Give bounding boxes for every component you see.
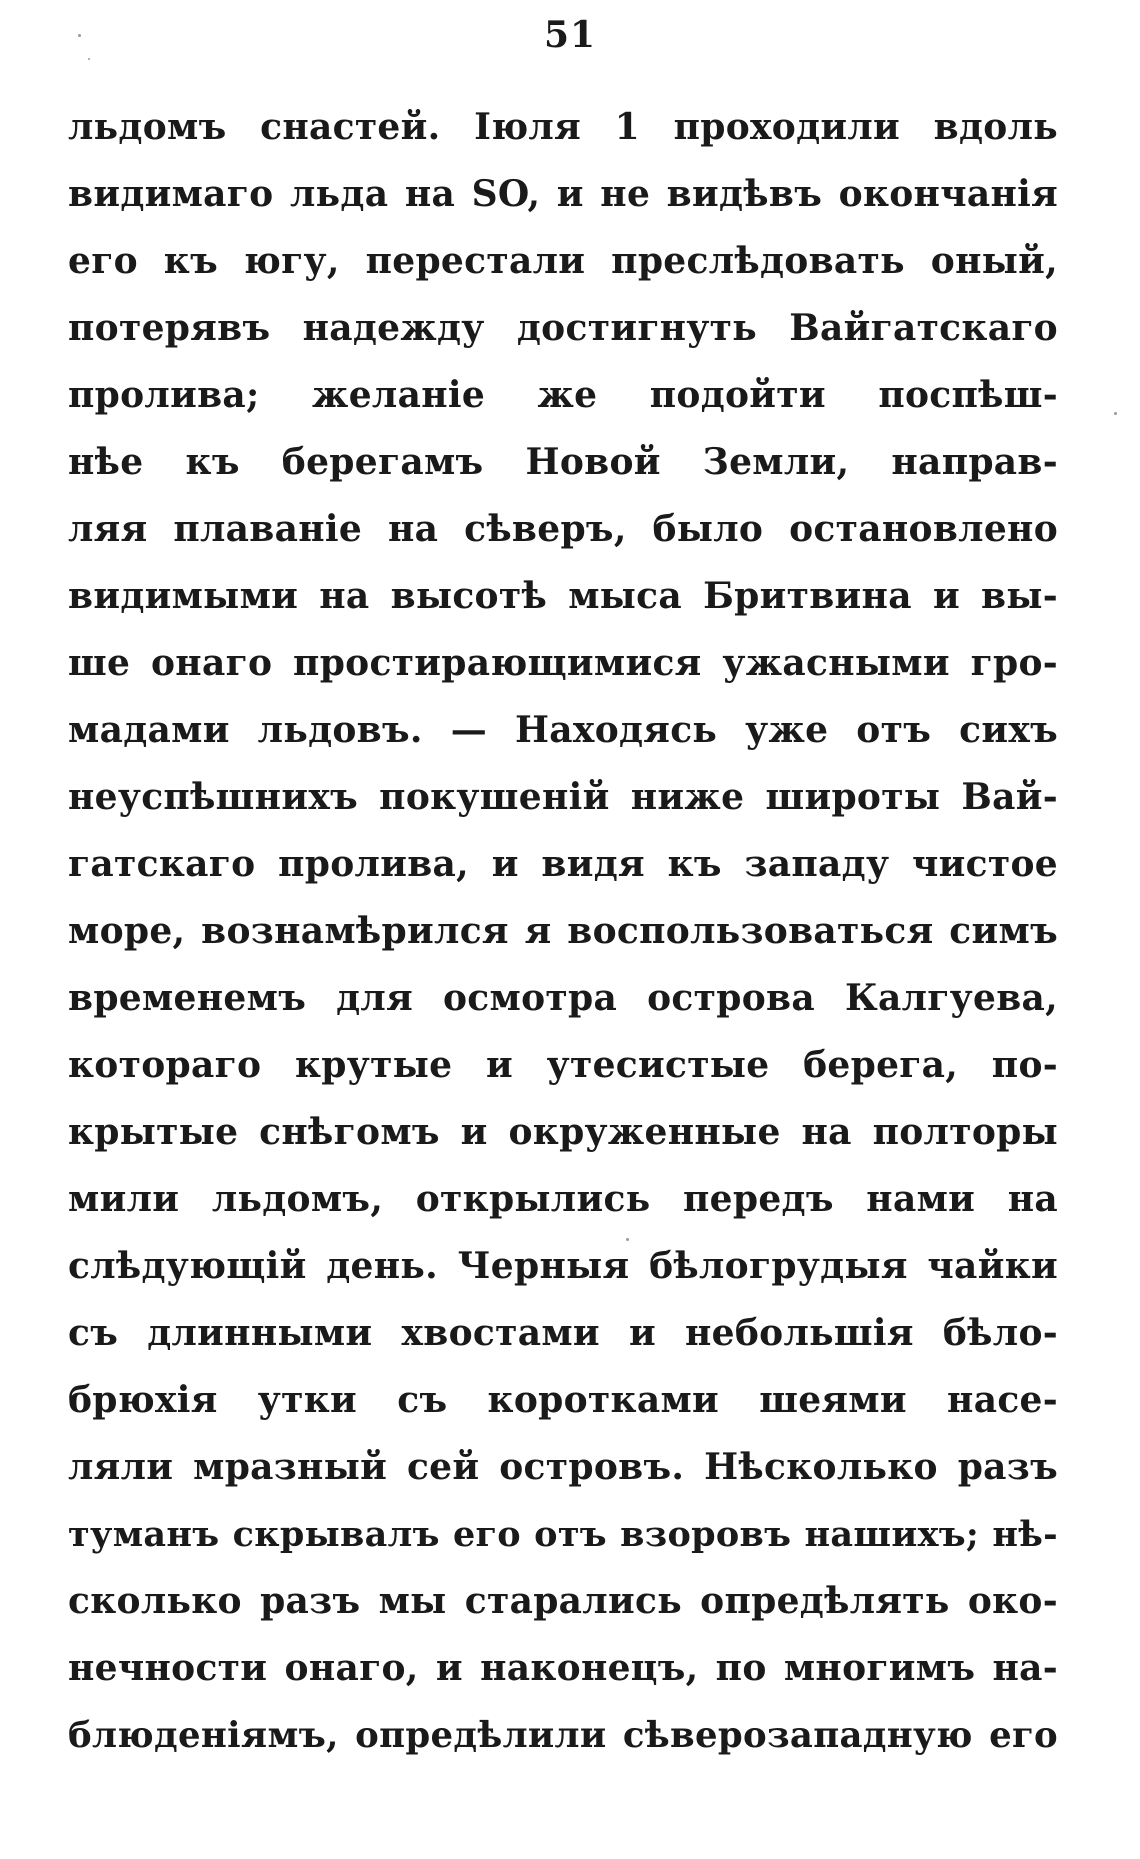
text-line: котораго крутые и утесистые берега, по- bbox=[68, 1044, 1058, 1086]
text-line: неуспѣшнихъ покушеній ниже широты Вай- bbox=[68, 776, 1058, 818]
page-number: 51 bbox=[543, 14, 597, 56]
text-line: гатскаго пролива, и видя къ западу чистое bbox=[68, 843, 1058, 885]
text-line: видимыми на высотѣ мыса Бритвина и вы- bbox=[68, 575, 1058, 617]
text-line: сколько разъ мы старались опредѣлять око- bbox=[68, 1580, 1058, 1622]
text-line: нѣе къ берегамъ Новой Земли, направ- bbox=[68, 441, 1058, 483]
scan-speck bbox=[88, 58, 90, 60]
text-line: нечности онаго, и наконецъ, по многимъ на- bbox=[68, 1647, 1058, 1689]
text-line: мили льдомъ, открылись передъ нами на bbox=[68, 1178, 1058, 1220]
text-line: мадами льдовъ. — Находясь уже отъ сихъ bbox=[68, 709, 1058, 751]
text-line: ляли мразный сей островъ. Нѣсколько разъ bbox=[68, 1446, 1058, 1488]
text-line: его къ югу, перестали преслѣдовать оный, bbox=[68, 240, 1058, 282]
text-line: блюденіямъ, опредѣлили сѣверозападную его bbox=[68, 1715, 1058, 1756]
text-line: брюхія утки съ коротками шеями насе- bbox=[68, 1379, 1058, 1421]
text-line: туманъ скрывалъ его отъ взоровъ нашихъ; нѣ- bbox=[68, 1514, 1058, 1555]
text-line: море, вознамѣрился я воспользоваться симъ bbox=[68, 910, 1058, 952]
text-line: льдомъ снастей. Іюля 1 проходили вдоль bbox=[68, 106, 1058, 148]
text-line: крытые снѣгомъ и окруженные на полторы bbox=[68, 1111, 1058, 1153]
scan-speck bbox=[1114, 412, 1117, 415]
text-line: ше онаго простирающимися ужасными гро- bbox=[68, 642, 1058, 684]
text-line: ляя плаваніе на сѣверъ, было остановлено bbox=[68, 508, 1058, 550]
text-line: съ длинными хвостами и небольшія бѣло- bbox=[68, 1312, 1058, 1354]
text-line: слѣдующій день. Черныя бѣлогрудыя чайки bbox=[68, 1245, 1058, 1287]
text-line: временемъ для осмотра острова Калгуева, bbox=[68, 977, 1058, 1019]
text-line: пролива; желаніе же подойти поспѣш- bbox=[68, 374, 1058, 416]
text-line: видимаго льда на SO, и не видѣвъ окончанія bbox=[68, 173, 1058, 215]
text-line: потерявъ надежду достигнуть Вайгатскаго bbox=[68, 307, 1058, 349]
text-body bbox=[68, 94, 1058, 1769]
